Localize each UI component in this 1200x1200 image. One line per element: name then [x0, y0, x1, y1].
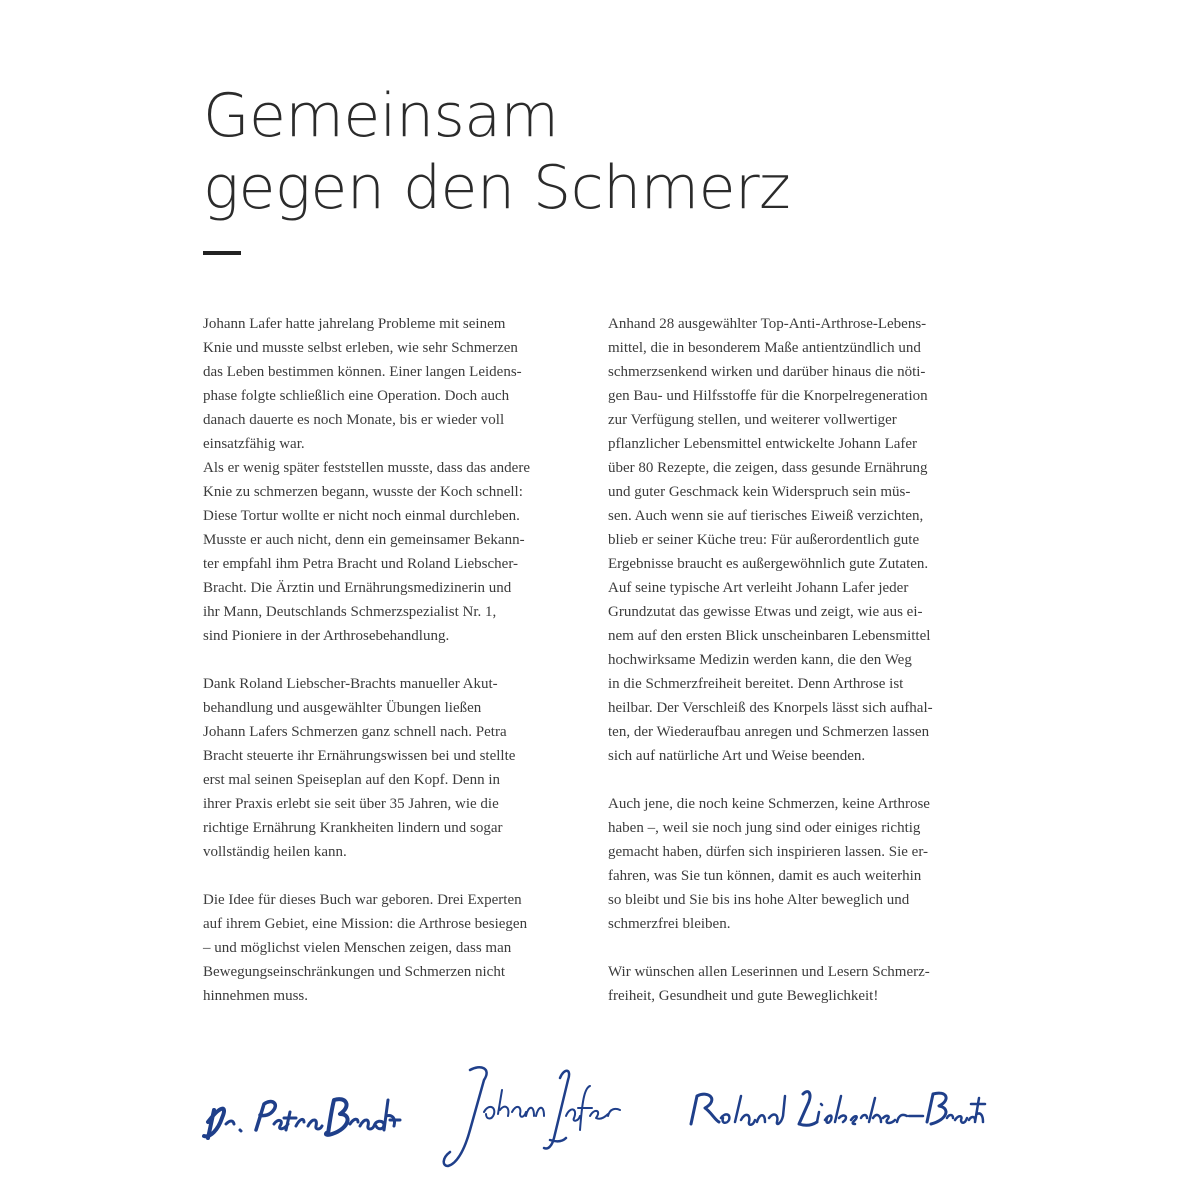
text-line: Grundzutat das gewisse Etwas und zeigt, wie aus ei- — [608, 604, 923, 620]
page-title — [203, 80, 790, 224]
title-line-1: Gemeinsam — [203, 81, 559, 151]
text-line: mittel, die in besonderem Maße antientzündlich und — [608, 340, 921, 356]
text-line: gemacht haben, dürfen sich inspirieren lassen. Sie er- — [608, 844, 929, 860]
text-line: richtige Ernährung Krankheiten lindern und sogar — [203, 820, 503, 836]
text-line: nem auf den ersten Blick unscheinbaren Lebensmittel — [608, 628, 931, 644]
right-paragraph-2 — [608, 792, 988, 936]
text-line: so bleibt und Sie bis ins hohe Alter beweglich und — [608, 892, 910, 908]
signature-petra-bracht — [200, 1060, 400, 1170]
title-line-2: gegen den Schmerz — [203, 153, 791, 223]
left-paragraph-2 — [203, 672, 583, 864]
text-line: schmerzsenkend wirken und darüber hinaus die nöti- — [608, 364, 926, 380]
right-paragraph-3 — [608, 960, 988, 1008]
text-line: ter empfahl ihm Petra Bracht und Roland Liebscher- — [203, 556, 519, 572]
text-line: Ergebnisse braucht es außergewöhnlich gute Zutaten. — [608, 556, 929, 572]
signature-roland-liebscher-bracht — [685, 1060, 985, 1170]
text-line: Knie und musste selbst erleben, wie sehr Schmerzen — [203, 340, 518, 356]
text-line: vollständig heilen kann. — [203, 844, 347, 860]
text-line: ihrer Praxis erlebt sie seit über 35 Jahren, wie die — [203, 796, 499, 812]
text-line: phase folgte schließlich eine Operation. Doch auch — [203, 388, 510, 404]
text-line: sich auf natürliche Art und Weise beenden. — [608, 748, 866, 764]
left-column — [203, 312, 583, 1032]
text-line: haben –, weil sie noch jung sind oder einiges richtig — [608, 820, 921, 836]
text-line: Anhand 28 ausgewählter Top-Anti-Arthrose-Lebens- — [608, 316, 927, 332]
text-line: einsatzfähig war. — [203, 436, 305, 452]
text-line: behandlung und ausgewählter Übungen ließen — [203, 700, 482, 716]
right-paragraph-1 — [608, 312, 988, 768]
text-line: Auch jene, die noch keine Schmerzen, keine Arthrose — [608, 796, 930, 812]
text-line: Bracht. Die Ärztin und Ernährungsmedizinerin und — [203, 580, 512, 596]
text-line: und guter Geschmack kein Widerspruch sein müs- — [608, 484, 911, 500]
text-line: über 80 Rezepte, die zeigen, dass gesunde Ernährung — [608, 460, 928, 476]
left-paragraph-3 — [203, 888, 583, 1008]
text-line: schmerzfrei bleiben. — [608, 916, 731, 932]
text-line: heilbar. Der Verschleiß des Knorpels lässt sich aufhal- — [608, 700, 933, 716]
text-line: Johann Lafer hatte jahrelang Probleme mit seinem — [203, 316, 506, 332]
text-line: – und möglichst vielen Menschen zeigen, dass man — [203, 940, 512, 956]
text-line: sen. Auch wenn sie auf tierisches Eiweiß verzichten, — [608, 508, 924, 524]
text-line: Musste er auch nicht, denn ein gemeinsamer Bekann- — [203, 532, 525, 548]
text-line: erst mal seinen Speiseplan auf den Kopf. Denn in — [203, 772, 501, 788]
text-line: Dank Roland Liebscher-Brachts manueller Akut- — [203, 676, 498, 692]
text-line: fahren, was Sie tun können, damit es auch weiterhin — [608, 868, 922, 884]
text-line: ihr Mann, Deutschlands Schmerzspezialist Nr. 1, — [203, 604, 497, 620]
text-line: Die Idee für dieses Buch war geboren. Drei Experten — [203, 892, 522, 908]
text-line: Bewegungseinschränkungen und Schmerzen nicht — [203, 964, 505, 980]
text-line: zur Verfügung stellen, und weiterer vollwertiger — [608, 412, 897, 428]
text-line: ten, der Wiederaufbau anregen und Schmerzen lassen — [608, 724, 930, 740]
text-line: freiheit, Gesundheit und gute Beweglichkeit! — [608, 988, 879, 1004]
text-line: Knie zu schmerzen begann, wusste der Koch schnell: — [203, 484, 523, 500]
text-line: danach dauerte es noch Monate, bis er wieder voll — [203, 412, 505, 428]
signature-johann-lafer — [440, 1060, 630, 1170]
text-line: Wir wünschen allen Leserinnen und Lesern Schmerz- — [608, 964, 930, 980]
text-line: Bracht steuerte ihr Ernährungswissen bei und stellte — [203, 748, 516, 764]
title-divider — [203, 251, 241, 255]
text-line: gen Bau- und Hilfsstoffe für die Knorpelregeneration — [608, 388, 928, 404]
right-column — [608, 312, 988, 1032]
text-line: Diese Tortur wollte er nicht noch einmal durchleben. — [203, 508, 520, 524]
text-line: Johann Lafers Schmerzen ganz schnell nach. Petra — [203, 724, 507, 740]
text-line: blieb er seiner Küche treu: Für außerordentlich gute — [608, 532, 920, 548]
text-line: hochwirksame Medizin werden kann, die den Weg — [608, 652, 912, 668]
text-line: das Leben bestimmen können. Einer langen Leidens- — [203, 364, 522, 380]
text-line: Auf seine typische Art verleiht Johann Lafer jeder — [608, 580, 909, 596]
text-line: auf ihrem Gebiet, eine Mission: die Arthrose besiegen — [203, 916, 528, 932]
text-line: pflanzlicher Lebensmittel entwickelte Johann Lafer — [608, 436, 918, 452]
text-line: Als er wenig später feststellen musste, dass das andere — [203, 460, 530, 476]
text-line: in die Schmerzfreiheit bereitet. Denn Arthrose ist — [608, 676, 904, 692]
left-paragraph-1 — [203, 312, 583, 648]
text-line: hinnehmen muss. — [203, 988, 308, 1004]
text-line: sind Pioniere in der Arthrosebehandlung. — [203, 628, 450, 644]
